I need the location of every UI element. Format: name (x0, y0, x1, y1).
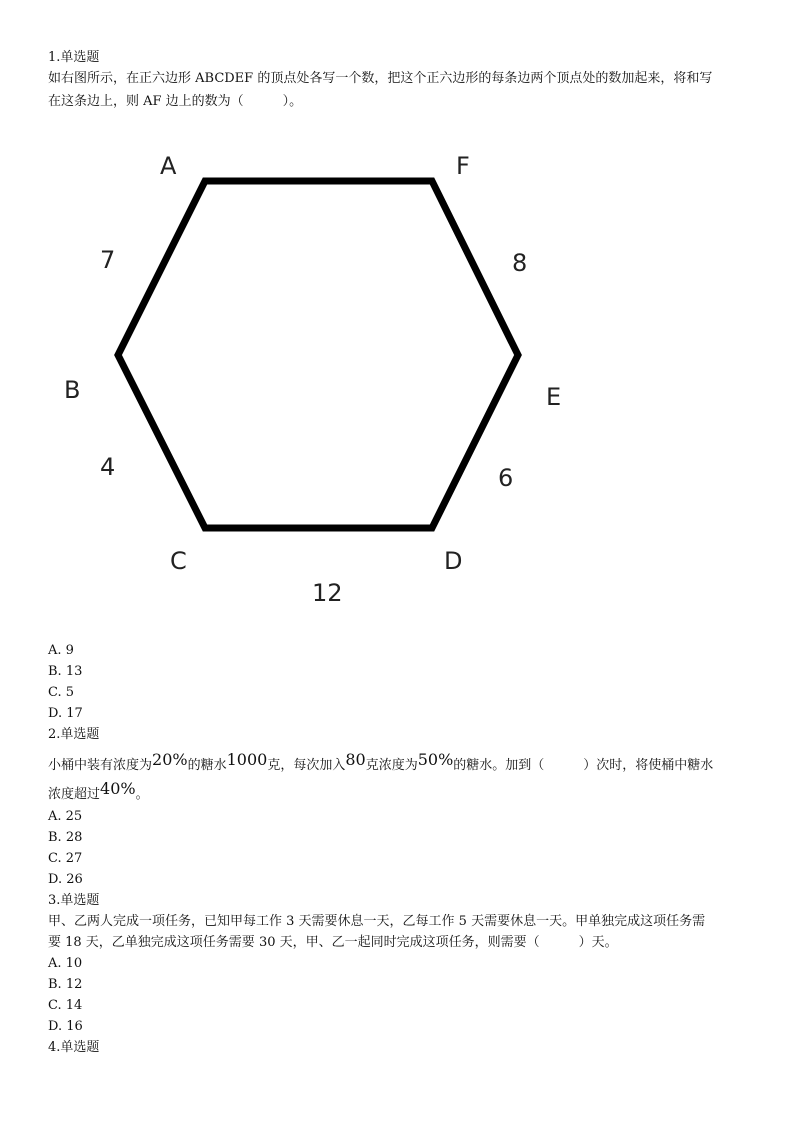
q3-option-b[interactable]: B. 12 (48, 977, 83, 992)
q1-option-c[interactable]: C. 5 (48, 685, 75, 700)
q3-option-a[interactable]: A. 10 (48, 956, 83, 971)
q2-option-b[interactable]: B. 28 (48, 830, 83, 845)
edge-label-de: 6 (498, 464, 514, 492)
q3-option-c[interactable]: C. 14 (48, 998, 83, 1013)
q2-stem-line2: 浓度超过40%。 (48, 779, 149, 802)
edge-label-cd: 12 (312, 579, 343, 607)
q1-option-a[interactable]: A. 9 (48, 643, 74, 658)
vertex-label-f: F (456, 152, 470, 180)
q2-stem-line1: 小桶中装有浓度为20%的糖水1000克，每次加入80克浓度为50%的糖水。加到（ ）次时，将使桶中糖水 (48, 750, 714, 773)
q1-stem-line1: 如右图所示，在正六边形 ABCDEF 的顶点处各写一个数，把这个正六边形的每条边两个顶点处的数加起来，将和写 (48, 71, 713, 86)
vertex-label-d: D (444, 547, 463, 575)
vertex-label-e: E (546, 383, 562, 411)
q1-option-b[interactable]: B. 13 (48, 664, 83, 679)
q2-option-c[interactable]: C. 27 (48, 851, 83, 866)
q1-stem-line2: 在这条边上，则 AF 边上的数为（ ）。 (48, 94, 303, 109)
q3-stem-line1: 甲、乙两人完成一项任务，已知甲每工作 3 天需要休息一天，乙每工作 5 天需要休息一天。甲单独完成这项任务需 (48, 914, 706, 929)
edge-label-ef: 8 (512, 249, 528, 277)
vertex-label-c: C (170, 547, 187, 575)
q3-option-d[interactable]: D. 16 (48, 1019, 83, 1034)
vertex-label-a: A (160, 152, 177, 180)
q2-header: 2.单选题 (48, 727, 100, 742)
hexagon-shape (118, 181, 518, 528)
q2-option-a[interactable]: A. 25 (48, 809, 83, 824)
vertex-label-b: B (64, 376, 81, 404)
q4-header: 4.单选题 (48, 1040, 100, 1055)
q1-option-d[interactable]: D. 17 (48, 706, 83, 721)
edge-label-ab: 7 (100, 246, 116, 274)
q2-option-d[interactable]: D. 26 (48, 872, 83, 887)
edge-label-bc: 4 (100, 453, 116, 481)
q1-header: 1.单选题 (48, 50, 100, 65)
q3-header: 3.单选题 (48, 893, 100, 908)
hexagon-figure (0, 130, 800, 620)
q3-stem-line2: 要 18 天，乙单独完成这项任务需要 30 天，甲、乙一起同时完成这项任务，则需要（ ）天。 (48, 935, 618, 950)
